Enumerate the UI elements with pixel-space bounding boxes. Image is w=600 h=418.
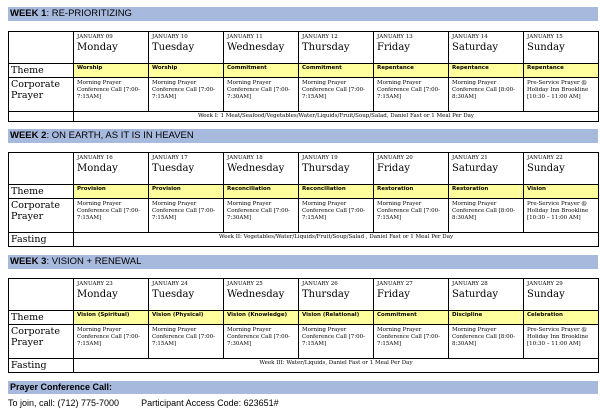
prayer-row: [9, 325, 599, 359]
day-name: Saturday: [452, 163, 499, 174]
day-header: [299, 32, 374, 64]
theme-cell: Worship: [74, 64, 149, 78]
day-name: Monday: [77, 163, 118, 174]
day-header: [74, 32, 149, 64]
day-header: [224, 279, 299, 311]
theme-cell: Reconciliation: [299, 185, 374, 199]
prayer-row-label: Corporate Prayer: [9, 78, 74, 112]
day-name: Thursday: [302, 163, 350, 174]
conference-details: [8, 397, 598, 409]
theme-cell: Restoration: [374, 185, 449, 199]
week-1-header: [8, 7, 598, 21]
day-date: JANUARY 17: [152, 155, 188, 161]
day-name: Sunday: [527, 163, 565, 174]
day-name: Thursday: [302, 42, 350, 53]
day-date: JANUARY 19: [302, 155, 338, 161]
conference-phone: To join, call: (712) 775-7000: [8, 398, 120, 408]
day-header: [299, 279, 374, 311]
day-name: Tuesday: [152, 42, 195, 53]
day-date: JANUARY 26: [302, 281, 338, 287]
day-name: Wednesday: [227, 42, 285, 53]
prayer-cell: Morning Prayer Conference Call [7:00-7:15AM]: [149, 325, 224, 359]
week-3-label: WEEK 3: [10, 256, 47, 267]
prayer-cell: Morning Prayer Conference Call [7:00-7:15AM]: [374, 199, 449, 233]
prayer-row: [9, 78, 599, 112]
prayer-cell: Pre-Service Prayer @ Holiday Inn Brookline [10:30 – 11:00 AM]: [524, 325, 599, 359]
theme-cell: Provision: [149, 185, 224, 199]
fasting-row: [9, 112, 599, 122]
corner-cell: [9, 153, 74, 185]
day-date: JANUARY 12: [302, 34, 338, 40]
day-name: Saturday: [452, 289, 499, 300]
day-name: Monday: [77, 42, 118, 53]
theme-cell: Reconciliation: [224, 185, 299, 199]
prayer-cell: Morning Prayer Conference Call [7:00-7:15AM]: [74, 325, 149, 359]
prayer-cell: Morning Prayer Conference Call [8:00-8:30AM]: [449, 199, 524, 233]
day-header: [524, 153, 599, 185]
theme-cell: Commitment: [374, 311, 449, 325]
fasting-note: Week I: 1 Meat/Seafood/Vegetables/Water/Liquids/Fruit/Soup/Salad, Daniel Fast or 1 Meal Per Day: [74, 112, 599, 122]
prayer-cell: Morning Prayer Conference Call [7:00-7:30AM]: [224, 325, 299, 359]
fasting-row-label: [9, 112, 74, 122]
day-date: JANUARY 13: [377, 34, 413, 40]
prayer-cell: Morning Prayer Conference Call [7:00-7:15AM]: [299, 325, 374, 359]
prayer-cell: Morning Prayer Conference Call [7:00-7:30AM]: [224, 199, 299, 233]
day-date: JANUARY 23: [77, 281, 113, 287]
day-header: [449, 153, 524, 185]
day-date: JANUARY 25: [227, 281, 263, 287]
theme-cell: Commitment: [299, 64, 374, 78]
corner-cell: [9, 279, 74, 311]
day-header: [374, 153, 449, 185]
prayer-cell: Morning Prayer Conference Call [7:00-7:15AM]: [149, 199, 224, 233]
day-name: Monday: [77, 289, 118, 300]
day-header-row: [9, 279, 599, 311]
theme-row: [9, 185, 599, 199]
theme-row-label: Theme: [9, 64, 74, 78]
theme-row: [9, 311, 599, 325]
week-2-label: WEEK 2: [10, 130, 47, 141]
theme-cell: Worship: [149, 64, 224, 78]
day-name: Friday: [377, 289, 410, 300]
day-header: [149, 279, 224, 311]
day-header: [524, 32, 599, 64]
theme-cell: Vision (Physical): [149, 311, 224, 325]
day-header: [374, 32, 449, 64]
fasting-row-label: Fasting: [9, 359, 74, 373]
day-header-row: [9, 32, 599, 64]
fasting-row: [9, 359, 599, 373]
prayer-cell: Morning Prayer Conference Call [7:00-7:15AM]: [149, 78, 224, 112]
day-name: Friday: [377, 163, 410, 174]
prayer-row: [9, 199, 599, 233]
day-date: JANUARY 16: [77, 155, 113, 161]
day-date: JANUARY 11: [227, 34, 263, 40]
day-date: JANUARY 15: [527, 34, 563, 40]
week-3-table: [8, 278, 599, 373]
conference-access-code: Participant Access Code: 623651#: [141, 398, 279, 408]
prayer-cell: Morning Prayer Conference Call [7:00-7:15AM]: [74, 199, 149, 233]
day-date: JANUARY 10: [152, 34, 188, 40]
week-2-subtitle: : ON EARTH, AS IT IS IN HEAVEN: [46, 130, 194, 141]
day-date: JANUARY 20: [377, 155, 413, 161]
prayer-cell: Morning Prayer Conference Call [7:00-7:30AM]: [224, 78, 299, 112]
day-date: JANUARY 27: [377, 281, 413, 287]
day-name: Friday: [377, 42, 410, 53]
day-date: JANUARY 18: [227, 155, 263, 161]
prayer-cell: Morning Prayer Conference Call [7:00-7:15AM]: [299, 199, 374, 233]
theme-cell: Vision: [524, 185, 599, 199]
theme-cell: Celebration: [524, 311, 599, 325]
fasting-row-label: Fasting: [9, 233, 74, 247]
theme-cell: Commitment: [224, 64, 299, 78]
week-1-subtitle: : RE-PRIORITIZING: [46, 8, 132, 19]
week-1-table: [8, 31, 599, 122]
day-header: [449, 279, 524, 311]
day-header: [524, 279, 599, 311]
day-header: [74, 279, 149, 311]
theme-cell: Restoration: [449, 185, 524, 199]
theme-cell: Vision (Spiritual): [74, 311, 149, 325]
prayer-cell: Morning Prayer Conference Call [7:00-7:15AM]: [374, 78, 449, 112]
week-2-header: [8, 129, 598, 143]
day-header: [449, 32, 524, 64]
day-date: JANUARY 29: [527, 281, 563, 287]
day-header: [224, 32, 299, 64]
day-header: [224, 153, 299, 185]
theme-cell: Repentance: [524, 64, 599, 78]
day-date: JANUARY 21: [452, 155, 488, 161]
theme-cell: Repentance: [449, 64, 524, 78]
prayer-cell: Morning Prayer Conference Call [7:00-7:15AM]: [74, 78, 149, 112]
prayer-cell: Morning Prayer Conference Call [8:00-8:30AM]: [449, 325, 524, 359]
theme-row-label: Theme: [9, 185, 74, 199]
day-date: JANUARY 09: [77, 34, 113, 40]
prayer-row-label: Corporate Prayer: [9, 325, 74, 359]
theme-cell: Discipline: [449, 311, 524, 325]
day-name: Tuesday: [152, 163, 195, 174]
fasting-note: Week III: Water/Liquids, Daniel Fast or 1 Meal Per Day: [74, 359, 599, 373]
day-header: [374, 279, 449, 311]
theme-cell: Vision (Knowledge): [224, 311, 299, 325]
day-name: Wednesday: [227, 163, 285, 174]
day-header: [74, 153, 149, 185]
day-date: JANUARY 14: [452, 34, 488, 40]
conference-header: Prayer Conference Call:: [8, 381, 598, 394]
day-header: [299, 153, 374, 185]
prayer-cell: Morning Prayer Conference Call [7:00-7:15AM]: [374, 325, 449, 359]
theme-cell: Vision (Relational): [299, 311, 374, 325]
week-3-subtitle: : VISION + RENEWAL: [46, 256, 142, 267]
day-name: Sunday: [527, 289, 565, 300]
fasting-row: [9, 233, 599, 247]
day-header: [149, 153, 224, 185]
day-date: JANUARY 22: [527, 155, 563, 161]
day-name: Wednesday: [227, 289, 285, 300]
theme-row-label: Theme: [9, 311, 74, 325]
prayer-cell: Pre-Service Prayer @ Holiday Inn Brookline [10:30 – 11:00 AM]: [524, 78, 599, 112]
week-1-label: WEEK 1: [10, 8, 47, 19]
theme-cell: Repentance: [374, 64, 449, 78]
prayer-cell: Morning Prayer Conference Call [7:00-7:15AM]: [299, 78, 374, 112]
day-date: JANUARY 24: [152, 281, 188, 287]
theme-row: [9, 64, 599, 78]
prayer-row-label: Corporate Prayer: [9, 199, 74, 233]
week-2-table: [8, 152, 599, 247]
day-name: Sunday: [527, 42, 565, 53]
prayer-cell: Pre-Service Prayer @ Holiday Inn Brookline [10:30 – 11:00 AM]: [524, 199, 599, 233]
day-header-row: [9, 153, 599, 185]
day-name: Saturday: [452, 42, 499, 53]
day-date: JANUARY 28: [452, 281, 488, 287]
day-header: [149, 32, 224, 64]
prayer-cell: Morning Prayer Conference Call [8:00-8:30AM]: [449, 78, 524, 112]
week-3-header: [8, 255, 598, 269]
theme-cell: Provision: [74, 185, 149, 199]
day-name: Tuesday: [152, 289, 195, 300]
corner-cell: [9, 32, 74, 64]
fasting-note: Week II: Vegetables/Water/Liquids/Fruit/Soup/Salad , Daniel Fast or 1 Meal Per Day: [74, 233, 599, 247]
day-name: Thursday: [302, 289, 350, 300]
